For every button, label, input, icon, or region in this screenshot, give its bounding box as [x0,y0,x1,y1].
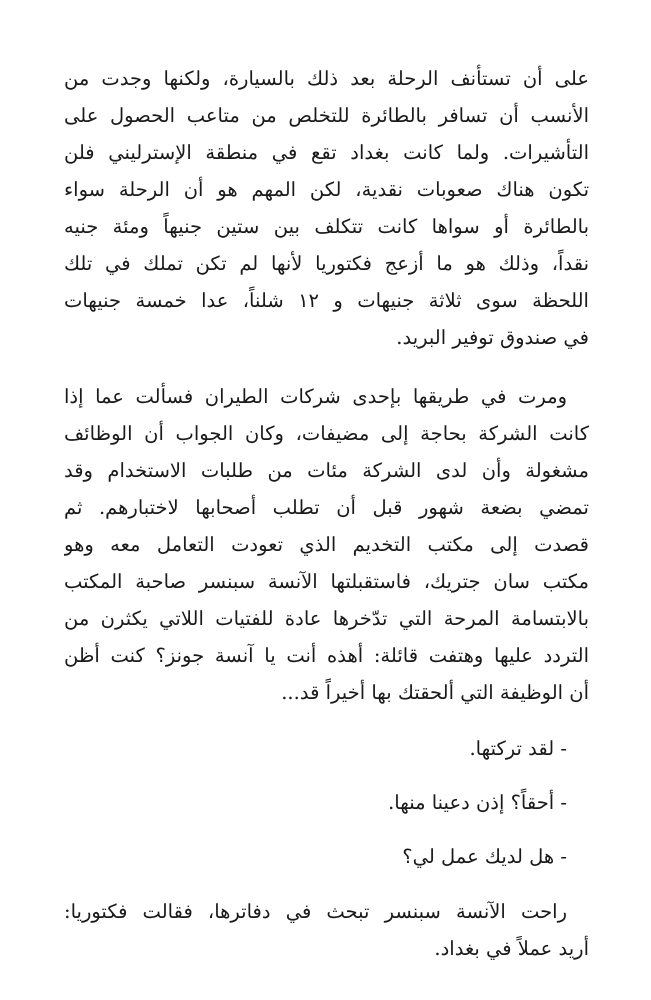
paragraph-line: قصدت إلى مكتب التخديم الذي تعودت التعامل معه وهو [64,533,589,556]
dialogue-text: - لقد تركتها. [469,737,567,760]
paragraph-line: ومرت في طريقها بإحدى شركات الطيران فسألت عما إذا [64,385,567,408]
paragraph-line: بالطائرة أو سواها كانت تتكلف بين ستين جنيهاً ومئة جنيه [64,215,589,238]
paragraph-line: كانت الشركة بحاجة إلى مضيفات، وكان الجواب أن الوظائف [64,422,589,445]
dialogue-text: - هل لديك عمل لي؟ [402,845,567,868]
dialogue-line-1 [64,730,589,767]
paragraph-line: الأنسب أن تسافر بالطائرة للتخلص من متاعب الحصول على [64,104,589,127]
paragraph-line: اللحظة سوى ثلاثة جنيهات و ١٢ شلناً، عدا خمسة جنيهات [64,289,589,312]
dialogue-line-2 [64,784,589,821]
paragraph-line: التردد عليها وهتفت قائلة: أهذه أنت يا آنسة جونز؟ كنت أظن [64,644,589,667]
paragraph-line: أن الوظيفة التي ألحقتك بها أخيراً قد... [281,681,589,704]
paragraph-line: بالابتسامة المرحة التي تدّخرها عادة للفتيات اللاتي يكثرن من [64,607,589,630]
paragraph-line: أريد عملاً في بغداد. [434,937,589,960]
paragraph-line: تكون هناك صعوبات نقدية، لكن المهم هو أن الرحلة سواء [64,178,589,201]
paragraph-line: على أن تستأنف الرحلة بعد ذلك بالسيارة، ولكنها وجدت من [64,67,589,90]
dialogue-text: - أحقاً؟ إذن دعينا منها. [388,791,567,814]
paragraph-line: في صندوق توفير البريد. [396,326,589,349]
dialogue-line-3 [64,838,589,875]
paragraph-line: تمضي بضعة شهور قبل أن تطلب أصحابها لاختبارهم. ثم [64,496,589,519]
paragraph-line: التأشيرات. ولما كانت بغداد تقع في منطقة الإسترليني فلن [64,141,589,164]
paragraph-3 [64,893,589,967]
paragraph-line: نقداً، وذلك هو ما أزعج فكتوريا لأنها لم تكن تملك في تلك [64,252,589,275]
paragraph-line: مشغولة وأن لدى الشركة مئات من طلبات الاستخدام وقد [64,459,589,482]
paragraph-line: مكتب سان جتريك، فاستقبلتها الآنسة سبنسر صاحبة المكتب [64,570,589,593]
paragraph-line: راحت الآنسة سبنسر تبحث في دفاترها، فقالت فكتوريا: [64,900,567,923]
paragraph-2 [64,378,589,711]
paragraph-1 [64,60,589,356]
